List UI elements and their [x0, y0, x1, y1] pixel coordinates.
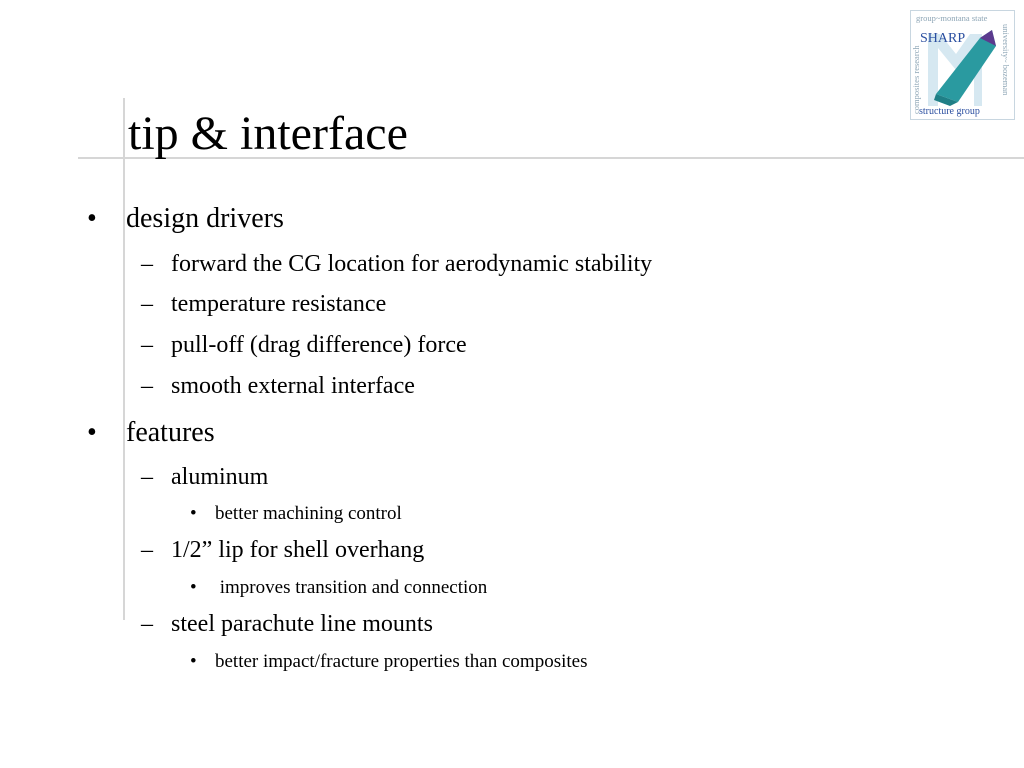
sub-bullet: forward the CG location for aerodynamic stability: [171, 251, 653, 277]
dash-marker: –: [141, 464, 153, 490]
bullet-marker: •: [87, 203, 97, 234]
dash-marker: –: [141, 332, 153, 358]
dash-marker: –: [141, 537, 153, 563]
bullet-features: features: [126, 417, 215, 448]
dash-marker: –: [141, 251, 153, 277]
logo-text-top: group~montana state: [916, 13, 988, 23]
logo-text-bottom: structure group: [919, 106, 980, 117]
vertical-rule: [123, 98, 125, 620]
sub-bullet: temperature resistance: [171, 291, 387, 317]
sub-bullet: smooth external interface: [171, 373, 415, 399]
dash-marker: –: [141, 611, 153, 637]
logo-text-right: university~ bozeman: [1001, 24, 1011, 96]
bullet-marker: •: [190, 651, 197, 672]
sub-sub-bullet: better machining control: [215, 503, 402, 524]
sub-sub-bullet: improves transition and connection: [215, 577, 488, 598]
bullet-marker: •: [190, 503, 197, 524]
logo-name: SHARP: [920, 31, 966, 46]
dash-marker: –: [141, 291, 153, 317]
sub-sub-bullet: better impact/fracture properties than composites: [215, 651, 588, 672]
sub-bullet: aluminum: [171, 464, 269, 490]
bullet-marker: •: [190, 577, 197, 598]
sub-bullet: pull-off (drag difference) force: [171, 332, 467, 358]
logo-text-left: composites research: [911, 45, 921, 114]
sub-bullet: steel parachute line mounts: [171, 611, 433, 637]
sub-bullet: 1/2” lip for shell overhang: [171, 537, 425, 563]
sharp-logo: [910, 10, 1015, 120]
bullet-design-drivers: design drivers: [126, 203, 284, 234]
bullet-marker: •: [87, 417, 97, 448]
slide-title: tip & interface: [128, 107, 408, 160]
dash-marker: –: [141, 373, 153, 399]
